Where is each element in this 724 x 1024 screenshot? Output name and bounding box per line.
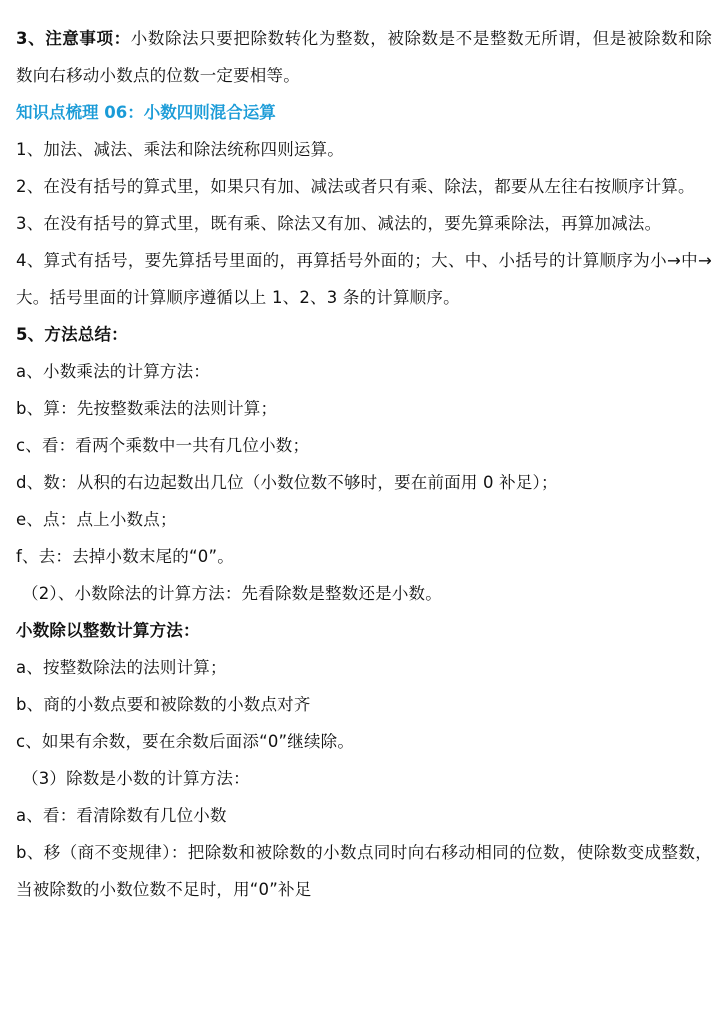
multiplication-step-d: d、数：从积的右边起数出几位（小数位数不够时，要在前面用 0 补足）； — [16, 473, 558, 492]
rule-4: 4、算式有括号，要先算括号里面的，再算括号外面的；大、中、小括号的计算顺序为小→中→大。括号里面的计算顺序遵循以上 1、2、3 条的计算顺序。 — [16, 251, 712, 307]
integer-divisor-title: 小数除以整数计算方法： — [16, 621, 200, 640]
decimal-divisor-title: （3）除数是小数的计算方法： — [22, 769, 250, 788]
multiplication-title: a、小数乘法的计算方法： — [16, 362, 211, 381]
multiplication-step-f: f、去：去掉小数末尾的“0”。 — [16, 547, 234, 566]
multiplication-step-e: e、点：点上小数点； — [16, 510, 177, 529]
rule-3: 3、在没有括号的算式里，既有乘、除法又有加、减法的，要先算乘除法，再算加减法。 — [16, 214, 662, 233]
section-heading: 知识点梳理 06：小数四则混合运算 — [16, 103, 276, 122]
integer-divisor-step-a: a、按整数除法的法则计算； — [16, 658, 227, 677]
note-text: 小数除法只要把除数转化为整数，被除数是不是整数无所谓，但是被除数和除数向右移动小数点的位数一定要相等。 — [16, 29, 712, 85]
integer-divisor-step-b: b、商的小数点要和被除数的小数点对齐 — [16, 695, 311, 714]
decimal-divisor-step-a: a、看：看清除数有几位小数 — [16, 806, 227, 825]
multiplication-step-c: c、看：看两个乘数中一共有几位小数； — [16, 436, 310, 455]
rule-1: 1、加法、减法、乘法和除法统称四则运算。 — [16, 140, 344, 159]
multiplication-step-b: b、算：先按整数乘法的法则计算； — [16, 399, 278, 418]
note-paragraph — [16, 20, 712, 94]
division-intro: （2）、小数除法的计算方法：先看除数是整数还是小数。 — [22, 584, 442, 603]
note-label: 3、注意事项： — [16, 29, 131, 48]
summary-heading: 5、方法总结： — [16, 325, 128, 344]
decimal-divisor-step-b: b、移（商不变规律）：把除数和被除数的小数点同时向右移动相同的位数，使除数变成整数，当被除数的小数位数不足时，用“0”补足 — [16, 843, 712, 899]
rule-2: 2、在没有括号的算式里，如果只有加、减法或者只有乘、除法，都要从左往右按顺序计算。 — [16, 177, 695, 196]
integer-divisor-step-c: c、如果有余数，要在余数后面添“0”继续除。 — [16, 732, 355, 751]
